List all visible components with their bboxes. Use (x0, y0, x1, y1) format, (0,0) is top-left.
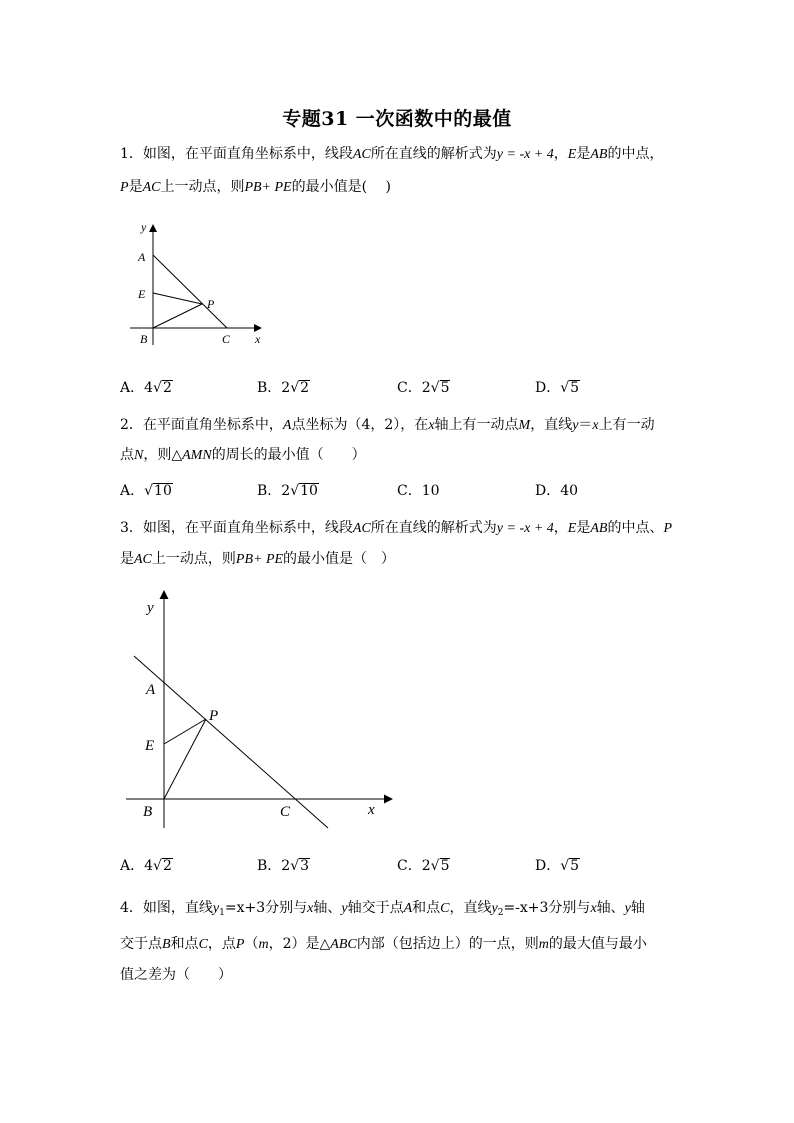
q1-figure (125, 215, 270, 350)
q1-option-d[interactable]: D．√5 (535, 380, 580, 396)
q3-option-d[interactable]: D．√5 (535, 858, 580, 874)
page-title: 专题31 一次函数中的最值 (282, 108, 512, 130)
q1-label-c: C (222, 332, 231, 346)
q3-option-b[interactable]: B．2√3 (257, 858, 310, 874)
q3-label-e: E (145, 738, 155, 754)
q1-segment-ac (153, 255, 227, 328)
q2-option-d[interactable]: D．40 (535, 483, 579, 499)
q2-option-b[interactable]: B．2√10 (257, 483, 318, 499)
q1-label-b: B (140, 332, 148, 346)
q3-option-c[interactable]: C．2√5 (397, 858, 450, 874)
q1-line-1: 1．如图，在平面直角坐标系中，线段AC所在直线的解析式为y = -x + 4，E是AB的中点， (120, 146, 664, 162)
q4-line-3: 值之差为（ ） (120, 967, 232, 983)
q1-option-c[interactable]: C．2√5 (397, 380, 450, 396)
q3-label-p: P (209, 708, 219, 724)
q1-segment-bp (153, 304, 202, 328)
q3-label-b: B (143, 804, 153, 820)
q3-label-a: A (146, 682, 156, 698)
q2-line-2: 点N，则△AMN的周长的最小值（ ） (120, 447, 366, 463)
q3-label-x: x (368, 802, 375, 818)
q3-label-y: y (147, 600, 154, 616)
q3-line-ac (134, 656, 328, 828)
q2-option-c[interactable]: C．10 (397, 483, 440, 499)
q2-line-1: 2．在平面直角坐标系中，A点坐标为（4，2），在x轴上有一动点M，直线y＝x上有一动 (120, 417, 655, 433)
q1-label-e: E (138, 287, 146, 301)
q4-line-2: 交于点B和点C，点P（m，2）是△ABC内部（包括边上）的一点，则m的最大值与最小 (120, 936, 647, 952)
q3-line-2: 是AC上一动点，则PB+ PE的最小值是（ ） (120, 551, 396, 567)
q1-label-p: P (207, 297, 215, 311)
q1-label-x: x (255, 332, 261, 346)
q3-label-c: C (280, 804, 291, 820)
q3-line-1: 3．如图，在平面直角坐标系中，线段AC所在直线的解析式为y = -x + 4，E是AB的中点、P (120, 520, 673, 536)
q2-option-a[interactable]: A．√10 (120, 483, 172, 499)
q1-label-a: A (138, 250, 146, 264)
q4-line-1: 4．如图，直线$y_1=x+3$分别与x轴、y轴交于点A和点C，直线$y_2=-x+3$分别与x轴、y轴 (120, 900, 645, 918)
q1-option-a[interactable]: A．4√2 (120, 380, 172, 396)
q1-segment-ep (153, 293, 202, 304)
q3-option-a[interactable]: A．4√2 (120, 858, 172, 874)
q1-label-y: y (141, 220, 147, 234)
q1-line-2: P是AC上一动点，则PB+ PE的最小值是( ) (120, 179, 391, 195)
q1-option-b[interactable]: B．2√2 (257, 380, 310, 396)
q3-figure (120, 585, 405, 835)
